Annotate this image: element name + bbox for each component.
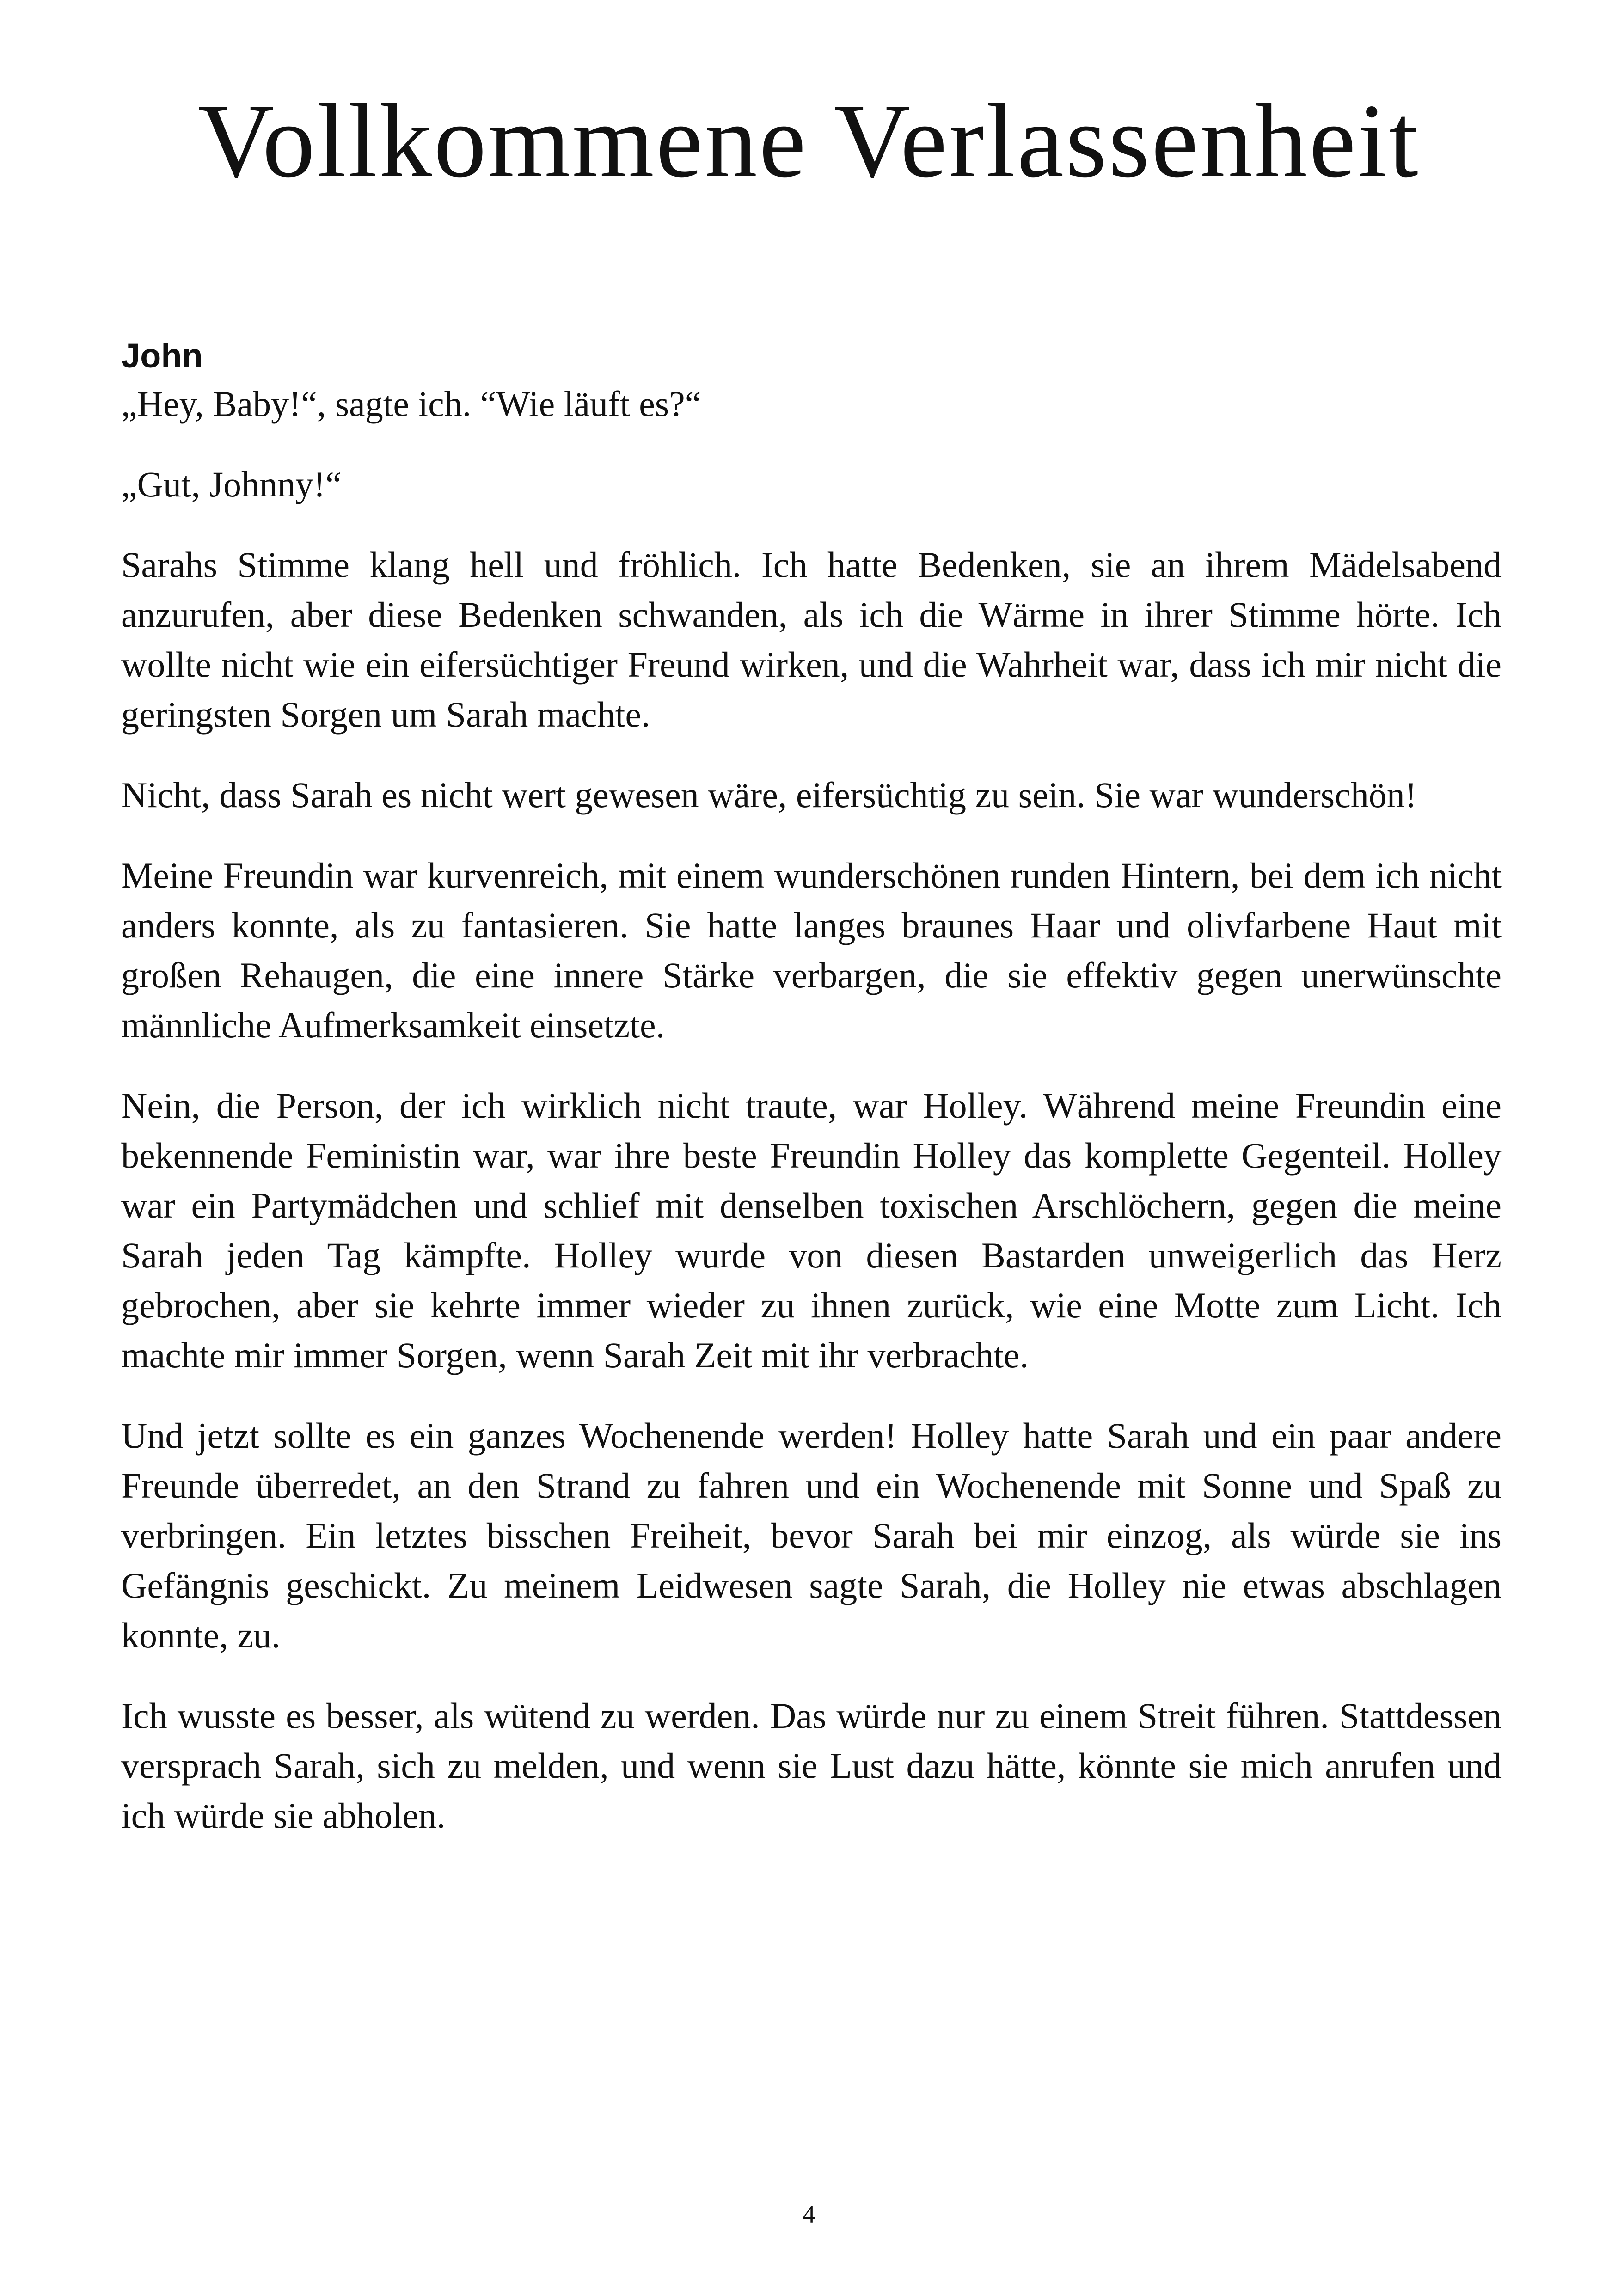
paragraph: Sarahs Stimme klang hell und fröhlich. Ich hatte Bedenken, sie an ihrem Mädelsabend anzurufen, aber diese Bedenken schwanden, als ich die Wärme in ihrer Stimme hörte. Ich wollte nicht wie ein eifersüchtiger Freund wirken, und die Wahrheit war, dass ich mir nicht die geringsten Sorgen um Sarah machte. [121,545,1502,735]
paragraph: Ich wusste es besser, als wütend zu werden. Das würde nur zu einem Streit führen. Stattdessen versprach Sarah, sich zu melden, und wenn sie Lust dazu hätte, könnte sie mich anrufen und ich würde sie abholen. [121,1696,1502,1836]
paragraph: Meine Freundin war kurvenreich, mit einem wunderschönen runden Hintern, bei dem ich nicht anders konnte, als zu fantasieren. Sie hatte langes braunes Haar und olivfarbene Haut mit großen Rehaugen, die eine innere Stärke verbargen, die sie effektiv gegen unerwünschte männliche Aufmerksamkeit einsetzte. [121,855,1502,1045]
paragraph: „Gut, Johnny!“ [121,464,342,504]
page-title: Vollkommene Verlassenheit [198,83,1420,199]
page-number: 4 [803,2200,815,2228]
paragraph: Nicht, dass Sarah es nicht wert gewesen wäre, eifersüchtig zu sein. Sie war wunderschön! [121,775,1417,815]
paragraph: Und jetzt sollte es ein ganzes Wochenende werden! Holley hatte Sarah und ein paar andere Freunde überredet, an den Strand zu fahren und ein Wochenende mit Sonne und Spaß zu verbringen. Ein letztes bisschen Freiheit, bevor Sarah bei mir einzog, als würde sie ins Gefängnis geschickt. Zu meinem Leidwesen sagte Sarah, die Holley nie etwas abschlagen konnte, zu. [121,1415,1502,1655]
paragraph: „Hey, Baby!“, sagte ich. “Wie läuft es?“ [121,384,701,424]
speaker-heading: John [121,337,203,375]
paragraph: Nein, die Person, der ich wirklich nicht traute, war Holley. Während meine Freundin eine bekennende Feministin war, war ihre beste Freundin Holley das komplette Gegenteil. Holley war ein Partymädchen und schlief mit denselben toxischen Arschlöchern, gegen die meine Sarah jeden Tag kämpfte. Holley wurde von diesen Bastarden unweigerlich das Herz gebrochen, aber sie kehrte immer wieder zu ihnen zurück, wie eine Motte zum Licht. Ich machte mir immer Sorgen, wenn Sarah Zeit mit ihr verbrachte. [121,1085,1502,1375]
body-text [121,333,1502,1871]
